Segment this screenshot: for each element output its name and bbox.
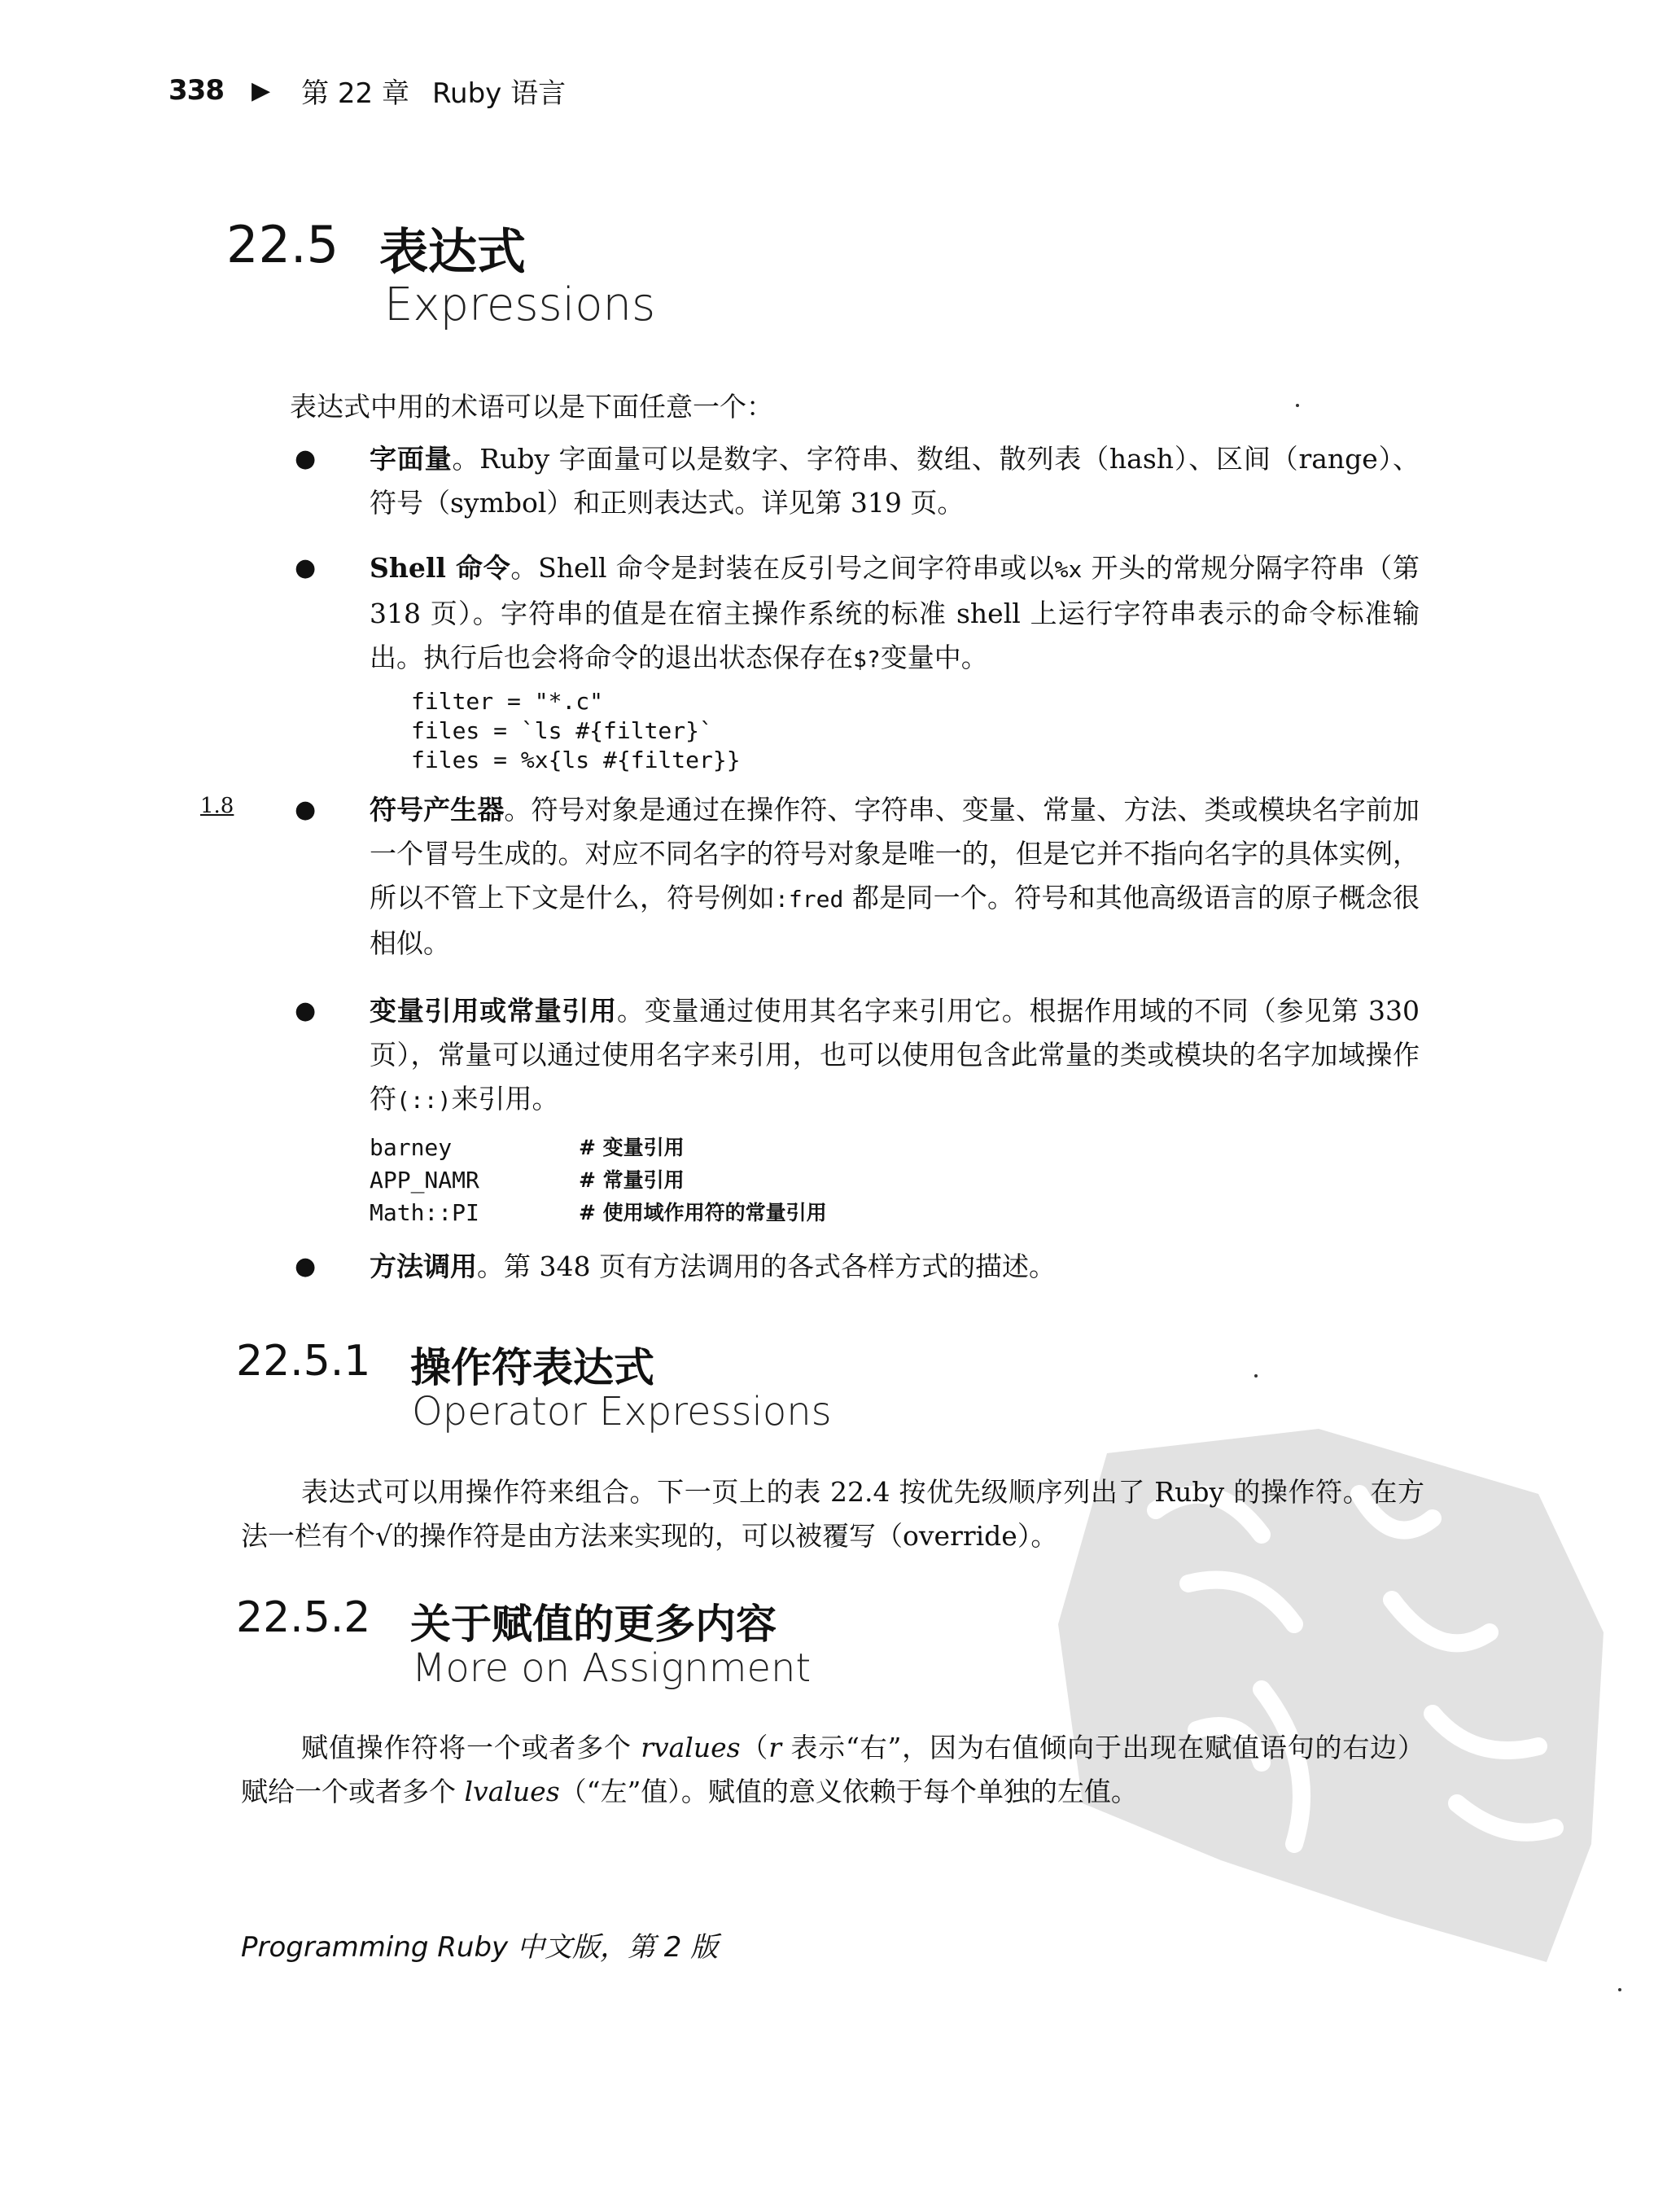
arrow-icon: ▶: [251, 76, 271, 105]
page-footer: Programming Ruby 中文版，第 2 版: [241, 1931, 719, 1964]
bullet-icon: ●: [295, 554, 317, 582]
bullet-icon: ●: [295, 996, 317, 1025]
bullet-icon: ●: [295, 795, 317, 824]
code-line: APP_NAMR: [370, 1167, 479, 1194]
subsection-heading: [236, 1335, 969, 1449]
bullet-icon: ●: [295, 1252, 317, 1281]
inline-code: :fred: [775, 886, 844, 913]
inline-code: (::): [396, 1087, 452, 1114]
chapter-title: Ruby 语言: [431, 77, 567, 110]
list-item-text: [370, 437, 1420, 525]
subsection-title-zh: 操作符表达式: [410, 1344, 654, 1391]
term-lvalues: lvalues: [464, 1776, 560, 1807]
inline-code: $?: [853, 646, 881, 672]
list-item-text: [370, 1245, 1420, 1289]
term-description: 都是同一个。符号和其他高级语言的原子概念很相似。: [370, 882, 1420, 959]
term-rvalues: rvalues: [641, 1732, 741, 1763]
term-label: 字面量: [370, 443, 453, 475]
term-description: 来引用。: [451, 1083, 559, 1115]
scan-speck: [1254, 1374, 1258, 1378]
code-row: [370, 1197, 939, 1229]
code-row: [370, 1132, 939, 1164]
code-block: [411, 687, 741, 775]
body-text: （“左”值）。赋值的意义依赖于每个单独的左值。: [559, 1776, 1138, 1807]
subsection-number: 22.5.2: [236, 1593, 371, 1642]
term-label: Shell 命令: [370, 552, 511, 584]
term-description: 。变量通过使用其名字来引用它。根据作用域的不同（参见第 330 页），常量可以通过使用名字来引用，也可以使用包含此常量的类或模块的名字加域操作符: [370, 995, 1420, 1115]
subsection-title-zh: 关于赋值的更多内容: [410, 1601, 777, 1648]
scan-speck: [1296, 404, 1299, 407]
bullet-icon: ●: [295, 445, 317, 473]
term-description: 变量中。: [880, 642, 988, 673]
code-line: filter = "*.c": [411, 688, 604, 715]
list-item-text: [370, 546, 1420, 681]
section-title-en: Expressions: [384, 278, 656, 331]
body-text: 表示“右”，因为右值倾向于出现在赋值语句的右边）赋给一个或者多个: [241, 1732, 1425, 1807]
term-label: 变量引用或常量引用: [370, 995, 617, 1027]
body-paragraph: 表达式可以用操作符来组合。下一页上的表 22.4 按优先级顺序列出了 Ruby 的操作符。在方法一栏有个√的操作符是由方法来实现的，可以被覆写（override）。: [241, 1476, 1424, 1552]
code-line: barney: [370, 1134, 453, 1161]
code-comment: # 变量引用: [579, 1136, 685, 1159]
subsection-title-en: More on Assignment: [412, 1645, 812, 1691]
subsection-number: 22.5.1: [236, 1337, 371, 1386]
page-number: 338: [168, 74, 224, 107]
inline-code: %x: [1054, 556, 1083, 583]
code-line: Math::PI: [370, 1199, 479, 1226]
scan-speck: [1618, 1988, 1621, 1991]
section-number: 22.5: [226, 215, 339, 274]
intro-paragraph: 表达式中用的术语可以是下面任意一个：: [290, 391, 773, 423]
body-text: （: [740, 1732, 769, 1763]
term-description: 开头的常规分隔字符串（第 318 页）。字符串的值是在宿主操作系统的标准 shell 上运行字符串表示的命令标准输出。执行后也会将命令的退出状态保存在: [370, 552, 1420, 673]
code-block: [370, 1132, 939, 1229]
term-description: 。Ruby 字面量可以是数字、字符串、数组、散列表（hash）、区间（range）、符号（symbol）和正则表达式。详见第 319 页。: [370, 443, 1420, 519]
term-r: r: [768, 1732, 782, 1763]
code-comment: # 常量引用: [579, 1168, 685, 1192]
body-text: 赋值操作符将一个或者多个: [301, 1732, 641, 1763]
list-item-text: [370, 788, 1420, 966]
term-label: 方法调用: [370, 1251, 477, 1282]
body-paragraph: [241, 1726, 1424, 1814]
subsection-title-en: Operator Expressions: [412, 1389, 832, 1435]
section-title-zh: 表达式: [379, 224, 526, 281]
term-description: 。Shell 命令是封装在反引号之间字符串或以: [510, 552, 1055, 584]
term-label: 符号产生器: [370, 794, 505, 826]
subsection-heading: [236, 1592, 969, 1706]
code-line: files = %x{ls #{filter}}: [411, 747, 741, 773]
margin-version-note: 1.8: [200, 794, 234, 818]
term-description: 。符号对象是通过在操作符、字符串、变量、常量、方法、类或模块名字前加一个冒号生成的。对应不同名字的符号对象是唯一的，但是它并不指向名字的具体实例，所以不管上下文是什么，符号例如: [370, 794, 1420, 913]
running-header: [168, 70, 566, 111]
term-description: 。第 348 页有方法调用的各式各样方式的描述。: [477, 1251, 1056, 1282]
section-heading: [226, 210, 877, 340]
list-item-text: [370, 989, 1420, 1123]
chapter-label: 第 22 章: [301, 77, 409, 110]
code-line: files = `ls #{filter}`: [411, 717, 713, 744]
code-row: [370, 1164, 939, 1197]
code-comment: # 使用域作用符的常量引用: [579, 1201, 827, 1224]
